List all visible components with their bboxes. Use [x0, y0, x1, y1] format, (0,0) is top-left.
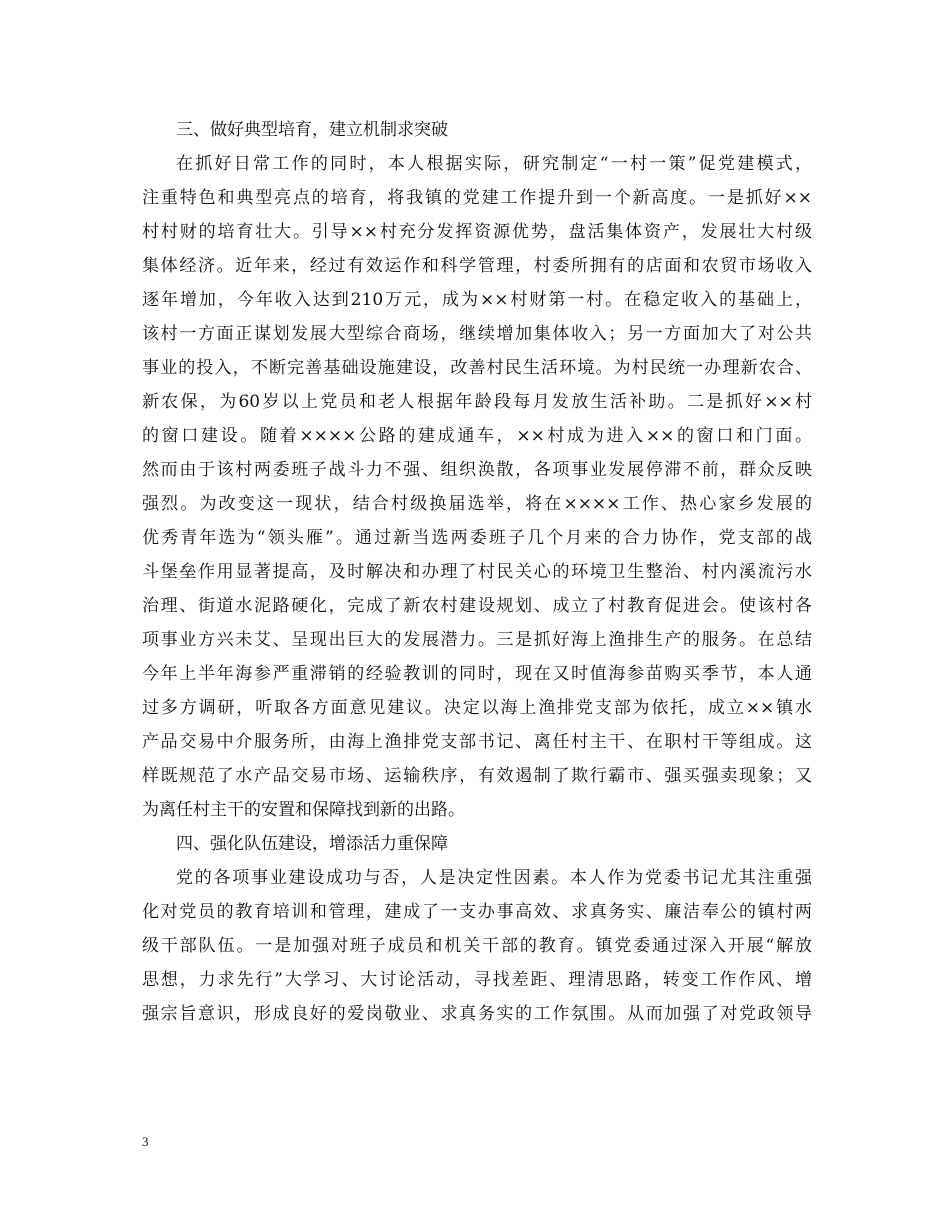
text-line: 事业的投入，不断完善基础设施建设，改善村民生活环境。为村民统一办理新农合、: [142, 358, 812, 378]
text-line: 该村一方面正谋划发展大型综合商场，继续增加集体收入；另一方面加大了对公共: [142, 324, 812, 344]
text-line: 强烈。为改变这一现状，结合村级换届选举，将在××××工作、热心家乡发展的: [142, 494, 812, 514]
page-number: 3: [142, 1134, 149, 1149]
text-line: 治理、街道水泥路硬化，完成了新农村建设规划、成立了村教育促进会。使该村各: [142, 596, 812, 616]
section-body: [142, 861, 812, 1031]
text-line: 级干部队伍。一是加强对班子成员和机关干部的教育。镇党委通过深入开展“解放: [142, 936, 812, 956]
text-line: 为离任村主干的安置和保障找到新的出路。: [142, 800, 465, 820]
text-line: 在抓好日常工作的同时，本人根据实际，研究制定“一村一策”促党建模式，: [176, 154, 812, 174]
text-line: 产品交易中介服务所，由海上渔排党支部书记、离任村主干、在职村干等组成。这: [142, 732, 812, 752]
text-line: 的窗口建设。随着××××公路的建成通车，××村成为进入××的窗口和门面。: [142, 426, 812, 446]
text-line: 集体经济。近年来，经过有效运作和科学管理，村委所拥有的店面和农贸市场收入: [142, 256, 812, 276]
document-page: [142, 113, 812, 1031]
section-heading: 四、强化队伍建设，增添活力重保障: [176, 834, 448, 854]
text-line: 注重特色和典型亮点的培育，将我镇的党建工作提升到一个新高度。一是抓好××: [142, 188, 812, 208]
text-line: 逐年增加，今年收入达到210万元，成为××村财第一村。在稳定收入的基础上，: [142, 290, 812, 310]
text-line: 新农保，为60岁以上党员和老人根据年龄段每月发放生活补助。二是抓好××村: [142, 392, 812, 412]
text-line: 样既规范了水产品交易市场、运输秩序，有效遏制了欺行霸市、强买强卖现象；又: [142, 766, 812, 786]
section-heading: 三、做好典型培育，建立机制求突破: [176, 120, 448, 140]
text-line: 优秀青年选为“领头雁”。通过新当选两委班子几个月来的合力协作，党支部的战: [142, 528, 812, 548]
text-line: 强宗旨意识，形成良好的爱岗敬业、求真务实的工作氛围。从而加强了对党政领导: [142, 1004, 812, 1024]
section-4: [142, 827, 812, 1031]
text-line: 然而由于该村两委班子战斗力不强、组织涣散，各项事业发展停滞不前，群众反映: [142, 460, 812, 480]
text-line: 党的各项事业建设成功与否，人是决定性因素。本人作为党委书记尤其注重强: [176, 868, 812, 888]
section-body: [142, 147, 812, 827]
text-line: 今年上半年海参严重滞销的经验教训的同时，现在又时值海参苗购买季节，本人通: [142, 664, 812, 684]
text-line: 项事业方兴未艾、呈现出巨大的发展潜力。三是抓好海上渔排生产的服务。在总结: [142, 630, 812, 650]
text-line: 斗堡垒作用显著提高，及时解决和办理了村民关心的环境卫生整治、村内溪流污水: [142, 562, 812, 582]
text-line: 思想，力求先行”大学习、大讨论活动，寻找差距、理清思路，转变工作作风、增: [142, 970, 812, 990]
section-3: [142, 113, 812, 827]
text-line: 村村财的培育壮大。引导××村充分发挥资源优势，盘活集体资产，发展壮大村级: [142, 222, 812, 242]
text-line: 化对党员的教育培训和管理，建成了一支办事高效、求真务实、廉洁奉公的镇村两: [142, 902, 812, 922]
text-line: 过多方调研，听取各方面意见建议。决定以海上渔排党支部为依托，成立××镇水: [142, 698, 812, 718]
